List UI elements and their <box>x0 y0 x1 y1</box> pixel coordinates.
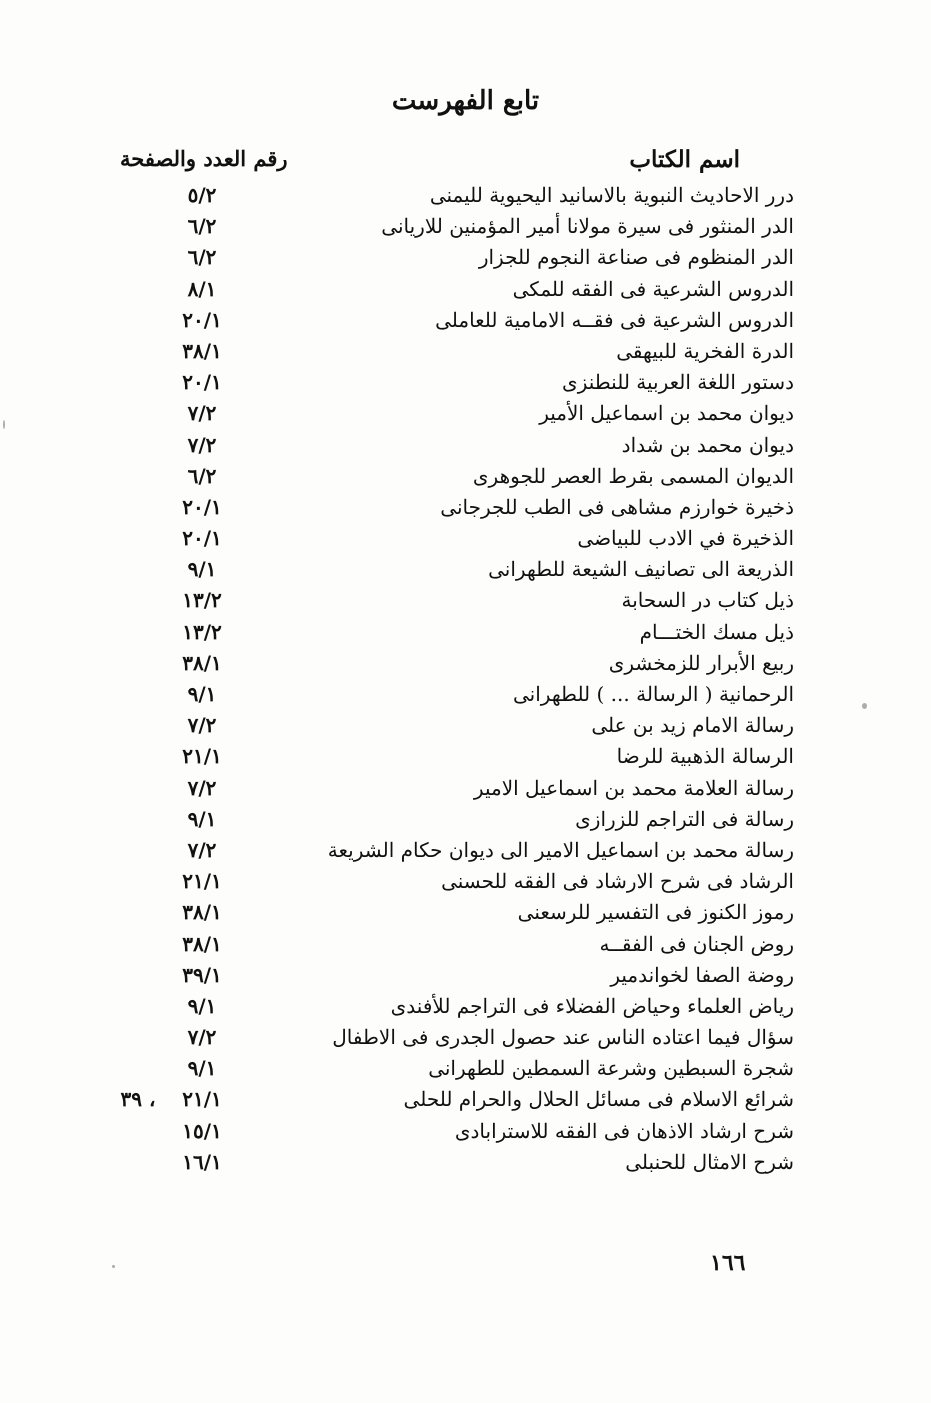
entry-reference: ٥/٢ <box>187 183 217 207</box>
index-entry <box>100 274 800 305</box>
entry-reference: ١٣/٢ <box>182 588 222 613</box>
entry-title: ربيع الأبرار للزمخشرى <box>608 650 794 675</box>
entry-title: الذخيرة في الادب للبياضى <box>577 526 794 551</box>
index-entry <box>100 1053 800 1084</box>
index-entry <box>100 866 800 897</box>
entry-reference: ٦/٢ <box>187 245 217 270</box>
entry-reference: ٧/٢ <box>187 432 217 457</box>
entry-reference: ٧/٢ <box>187 837 217 862</box>
page-number: ١٦٦ <box>710 1250 746 1276</box>
index-entry <box>100 679 800 710</box>
entry-title: شرائع الاسلام فى مسائل الحلال والحرام للحلى <box>403 1087 794 1112</box>
entry-reference: ٣٨/١ <box>182 338 222 363</box>
entry-title: ذيل كتاب در السحابة <box>621 588 794 613</box>
entry-title: شرح ارشاد الاذهان فى الفقه للاسترابادى <box>454 1118 794 1143</box>
entry-reference: ٢١/١ <box>182 744 222 769</box>
index-entry <box>100 617 800 648</box>
entry-reference: ٩/١ <box>187 993 217 1018</box>
index-entry <box>100 929 800 960</box>
index-entry <box>100 398 800 429</box>
index-entry <box>100 554 800 585</box>
index-entry <box>100 1116 800 1147</box>
entry-title: الدر المنثور فى سيرة مولانا أمير المؤمنين للاريانى <box>381 214 794 239</box>
index-entry <box>100 773 800 804</box>
entry-reference: ٧/٢ <box>187 401 217 426</box>
entry-title: رسالة فى التراجم للزرازى <box>575 806 794 831</box>
entry-reference: ٢٠/١ <box>182 494 222 519</box>
entry-title: شجرة السبطين وشرعة السمطين للطهرانى <box>428 1056 794 1081</box>
entry-title: الرشاد فى شرح الارشاد فى الفقه للحسنى <box>441 869 794 894</box>
index-entry <box>100 242 800 273</box>
index-entry <box>100 804 800 835</box>
entry-title: الرسالة الذهبية للرضا <box>616 744 794 769</box>
entry-reference: ٣٨/١ <box>182 650 222 675</box>
index-entry <box>100 492 800 523</box>
scan-speck <box>112 1265 115 1268</box>
index-entry <box>100 835 800 866</box>
entry-title: ذيل مسك الختـــام <box>639 619 794 644</box>
entry-title: الرحمانية ( الرسالة ... ) للطهرانى <box>512 682 794 706</box>
scan-speck <box>3 420 5 429</box>
entry-reference: ٨/١ <box>187 276 217 301</box>
entry-reference: ٩/١ <box>187 557 217 582</box>
entry-reference: ٧/٢ <box>187 1025 217 1050</box>
index-entry <box>100 523 800 554</box>
entry-reference: ٧/٢ <box>187 713 217 738</box>
entry-reference: ٣٨/١ <box>182 931 222 956</box>
entry-title: ديوان محمد بن شداد <box>621 432 794 457</box>
index-entries-list <box>100 180 800 1178</box>
entry-title: الديوان المسمى بقرط العصر للجوهرى <box>472 463 794 488</box>
index-entry <box>100 305 800 336</box>
index-entry <box>100 430 800 461</box>
index-entry <box>100 991 800 1022</box>
index-entry <box>100 1022 800 1053</box>
entry-title: شرح الامثال للحنبلى <box>625 1149 794 1174</box>
entry-reference: ٢١/١ <box>182 869 222 894</box>
entry-title: درر الاحاديث النبوية بالاسانيد اليحيوية لليمنى <box>429 183 794 207</box>
entry-reference: ٢٠/١ <box>182 370 222 395</box>
index-entry <box>100 367 800 398</box>
entry-title: الدرة الفخرية للبيهقى <box>616 338 794 363</box>
entry-title: ذخيرة خوارزم مشاهى فى الطب للجرجانى <box>440 494 794 519</box>
index-entry <box>100 648 800 679</box>
entry-reference: ٧/٢ <box>187 775 217 800</box>
entry-title: رسالة الامام زيد بن على <box>591 713 794 738</box>
entry-reference: ٢١/١ <box>182 1087 222 1112</box>
entry-reference: ١٣/٢ <box>182 619 222 644</box>
entry-reference-extra: ، ٣٩ <box>120 1087 156 1112</box>
index-entry <box>100 897 800 928</box>
entry-reference: ٣٩/١ <box>182 962 222 987</box>
entry-title: دستور اللغة العربية للنطنزى <box>562 370 794 395</box>
entry-reference: ٣٨/١ <box>182 900 222 925</box>
entry-reference: ٩/١ <box>187 806 217 831</box>
entry-title: سؤال فيما اعتاده الناس عند حصول الجدرى فى الاطفال <box>332 1025 794 1050</box>
page-title: تابع الفهرست <box>391 86 540 116</box>
index-entry <box>100 461 800 492</box>
index-entry <box>100 1084 800 1115</box>
index-entry <box>100 710 800 741</box>
index-entry <box>100 1147 800 1178</box>
entry-title: ديوان محمد بن اسماعيل الأمير <box>539 401 794 426</box>
entry-reference: ٢٠/١ <box>182 526 222 551</box>
entry-title: الدروس الشرعية فى فقــه الامامية للعاملى <box>435 307 794 332</box>
index-entry <box>100 211 800 242</box>
index-entry <box>100 960 800 991</box>
entry-title: رياض العلماء وحياض الفضلاء فى التراجم للأفندى <box>390 993 794 1018</box>
entry-reference: ٦/٢ <box>187 463 217 488</box>
entry-title: رسالة العلامة محمد بن اسماعيل الامير <box>473 775 794 800</box>
index-entry <box>100 741 800 772</box>
entry-reference: ١٦/١ <box>182 1149 222 1174</box>
index-entry <box>100 585 800 616</box>
entry-title: روض الجنان فى الفقــه <box>599 931 794 956</box>
entry-title: الدر المنظوم فى صناعة النجوم للجزار <box>478 245 794 270</box>
entry-title: روضة الصفا لخواندمير <box>610 962 794 987</box>
entry-title: رسالة محمد بن اسماعيل الامير الى ديوان حكام الشريعة <box>327 837 794 862</box>
entry-reference: ٦/٢ <box>187 214 217 239</box>
index-entry <box>100 336 800 367</box>
index-entry <box>100 180 800 211</box>
entry-reference: ٢٠/١ <box>182 307 222 332</box>
entry-title: رموز الكنوز فى التفسير للرسعنى <box>517 900 794 925</box>
entry-title: الدروس الشرعية فى الفقه للمكى <box>512 276 794 301</box>
entry-title: الذريعة الى تصانيف الشيعة للطهرانى <box>488 557 794 582</box>
entry-reference: ٩/١ <box>187 682 217 706</box>
column-header-reference: رقم العدد والصفحة <box>120 146 288 171</box>
entry-reference: ١٥/١ <box>182 1118 222 1143</box>
column-header-row <box>120 146 800 180</box>
scan-speck <box>862 703 867 709</box>
column-header-book-name: اسم الكتاب <box>629 146 740 173</box>
entry-reference: ٩/١ <box>187 1056 217 1081</box>
